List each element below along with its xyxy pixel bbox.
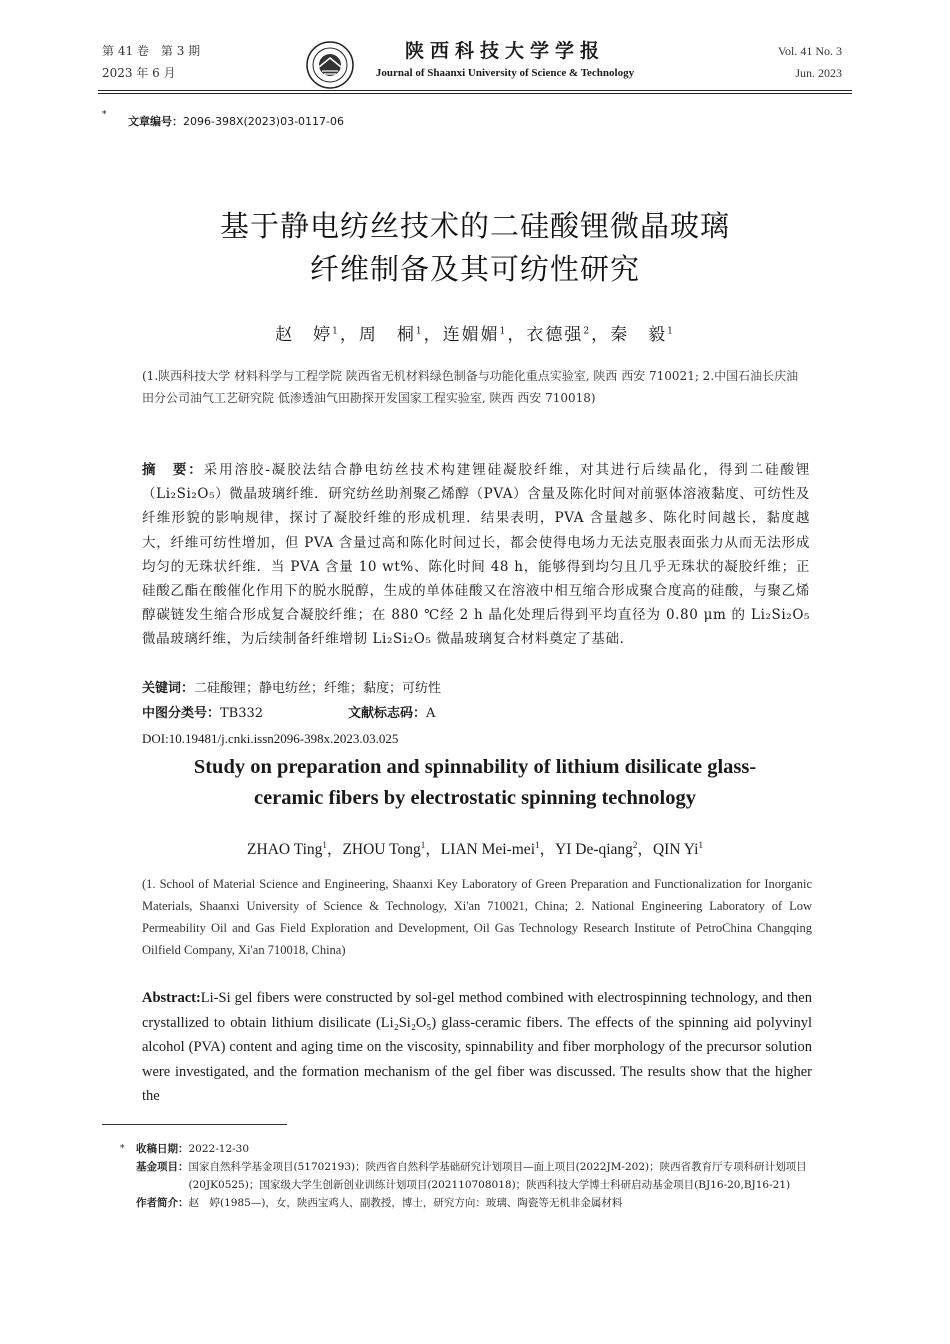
footnotes (120, 1140, 855, 1212)
author-en: QIN Yi (652, 841, 699, 858)
class-value: TB332 (220, 706, 264, 721)
fund-text: 国家自然科学基金项目(51702193)；陕西省自然科学基础研究计划项目—面上项目(2022JM-202)；陕西省教育厅专项科研计划项目(20JK0525)；国家级大学生创新创业训练计划项目(202110708018)；陕西科技大学博士科研启动基金项目(BJ16-20,BJ16-21) (188, 1161, 807, 1191)
abstract-cn-text: 采用溶胶-凝胶法结合静电纺丝技术构建锂硅凝胶纤维，对其进行后续晶化，得到二硅酸锂（Li₂Si₂O₅）微晶玻璃纤维．研究纺丝助剂聚乙烯醇（PVA）含量及陈化时间对前驱体溶液黏度、可纺性及纤维形貌的影响规律，探讨了凝胶纤维的形成机理．结果表明，PVA 含量越多、陈化时间越长，黏度越大，纤维可纺性增加，但 PVA 含量过高和陈化时间过长，都会使得电场力无法克服表面张力从而无法形成均匀的无珠状纤维．当 PVA 含量 10 wt%、陈化时间 48 h，能够得到均匀且几乎无珠状的凝胶纤维；正硅酸乙酯在酸催化作用下的脱水脱醇，生成的单体硅酸又在溶液中相互缩合形成聚合度高的硅酸，与聚乙烯醇碳链发生缩合形成复合凝胶纤维；在 880 ℃经 2 h 晶化处理后得到平均直径为 0.80 μm 的 Li₂Si₂O₅ 微晶玻璃纤维，为后续制备纤维增韧 Li₂Si₂O₅ 微晶玻璃复合材料奠定了基础． (142, 462, 811, 648)
article-number-value: 2096-398X(2023)03-0117-06 (183, 115, 344, 128)
title-en-line1: Study on preparation and spinnability of lithium disilicate glass- (193, 756, 757, 778)
author-en: YI De-qiang (555, 841, 633, 858)
author-cn-sup: 1 (332, 326, 340, 337)
date-cn: 2023 年 6 月 (102, 66, 176, 80)
author-en: LIAN Mei-mei (440, 841, 535, 858)
footnote-received (120, 1140, 855, 1158)
author-bio-label: 作者简介： (136, 1197, 189, 1209)
volume-en: Vol. 41 No. 3 (777, 44, 842, 58)
abstract-en-label: Abstract: (142, 990, 201, 1006)
authors-en: ZHAO Ting$^1$，ZHOU Tong$^1$，LIAN Mei-mei$^1$，YI De-qiang$^2$，QIN Yi$^1$ (247, 839, 703, 858)
affiliation-en: (1. School of Material Science and Engineering, Shaanxi Key Laboratory of Green Preparation and Functionalization for Inorganic Materials, Shaanxi University of Science & Technology, Xi'an 710021, China; 2. National Engineering Laboratory of Low Permeability Oil and Gas Field Exploration and Development, Oil Gas Technology Research Institute of PetroChina Changqing Oilfield Company, Xi'an 710018, China) (142, 877, 812, 957)
title-en-line2: ceramic fibers by electrostatic spinning technology (253, 787, 696, 809)
author-cn: 衣德强 (526, 325, 584, 345)
author-cn: 连媚媚 (442, 325, 500, 345)
author-en-sup: 2 (632, 839, 638, 850)
author-cn: 赵 婷 (275, 325, 333, 345)
abstract-cn-label: 摘 要： (142, 462, 204, 478)
classification-row (142, 704, 810, 724)
article-number (128, 113, 344, 129)
header-rule-bottom (98, 93, 852, 94)
journal-title-en: Journal of Shaanxi University of Science & Technology (375, 67, 635, 79)
title-cn-line1: 基于静电纺丝技术的二硅酸锂微晶玻璃 (219, 209, 730, 243)
journal-title-cn: 陕西科技大学学报 (404, 40, 605, 62)
footnote-author (120, 1194, 855, 1212)
title-en (0, 752, 950, 814)
keywords-cn-text: 二硅酸锂；静电纺丝；纤维；黏度；可纺性 (194, 681, 442, 696)
received-label: 收稿日期： (136, 1143, 189, 1155)
star-marker: * (102, 110, 107, 120)
fund-label: 基金项目： (136, 1161, 189, 1173)
keywords-cn (142, 679, 810, 699)
author-cn-sup: 1 (415, 326, 424, 337)
abstract-en-text: Li-Si gel fibers were constructed by sol-gel method combined with electrospinning technology, and then crystallized to obtain lithium disilicate (Li₂Si₂O₅) glass-ceramic fibers. The effects of the spinning aid polyvinyl alcohol (PVA) content and aging time on the viscosity, spinnability and fiber morphology of the precursor solution were investigated, and the formation mechanism of the gel fiber was discussed. The results show that the higher the (142, 990, 812, 1104)
footnote-fund (120, 1158, 855, 1194)
author-cn-sup: 2 (583, 326, 592, 337)
doi: DOI:10.19481/j.cnki.issn2096-398x.2023.03.025 (142, 731, 399, 746)
author-en-sup: 1 (698, 839, 703, 850)
affiliation-cn: (1.陕西科技大学 材料科学与工程学院 陕西省无机材料绿色制备与功能化重点实验室, 陕西 西安 710021; 2.中国石油长庆油田分公司油气工艺研究院 低渗透油气田勘探开发国家工程实验室, 陕西 西安 710018) (142, 369, 799, 405)
volume-cn: 第 41 卷 第 3 期 (102, 44, 201, 58)
footnote-star: * (120, 1144, 125, 1154)
title-cn-line2: 纤维制备及其可纺性研究 (309, 252, 640, 286)
article-number-label: 文章编号： (128, 115, 183, 128)
date-en: Jun. 2023 (795, 66, 842, 80)
author-en-sup: 1 (535, 839, 540, 850)
doc-label: 文献标志码： (348, 706, 427, 721)
author-cn-sup: 1 (667, 326, 675, 337)
header-right (778, 40, 842, 84)
author-en-sup: 1 (420, 839, 426, 850)
title-cn (0, 205, 950, 291)
keywords-cn-label: 关键词： (142, 681, 195, 696)
abstract-en (142, 986, 812, 1109)
author-en-sup: 1 (322, 839, 327, 850)
authors-cn: 赵 婷$^1$，周 桐$^1$，连媚媚$^1$，衣德强$^2$，秦 毅$^1$ (275, 325, 675, 345)
received-date: 2022-12-30 (188, 1143, 250, 1155)
author-en: ZHAO Ting (247, 841, 323, 858)
abstract-cn (142, 458, 810, 652)
author-cn: 周 桐 (358, 325, 416, 345)
author-bio-text: 赵 婷(1985—)，女，陕西宝鸡人，副教授，博士，研究方向：玻璃、陶瓷等无机非金属材料 (188, 1197, 623, 1209)
author-cn: 秦 毅 (610, 325, 668, 345)
footnote-rule (102, 1124, 287, 1125)
doc-value: A (426, 706, 436, 721)
class-label: 中图分类号： (142, 706, 221, 721)
doc-code (348, 704, 435, 724)
author-cn-sup: 1 (499, 326, 508, 337)
author-en: ZHOU Tong (342, 841, 421, 858)
header-rule-top (98, 90, 852, 91)
